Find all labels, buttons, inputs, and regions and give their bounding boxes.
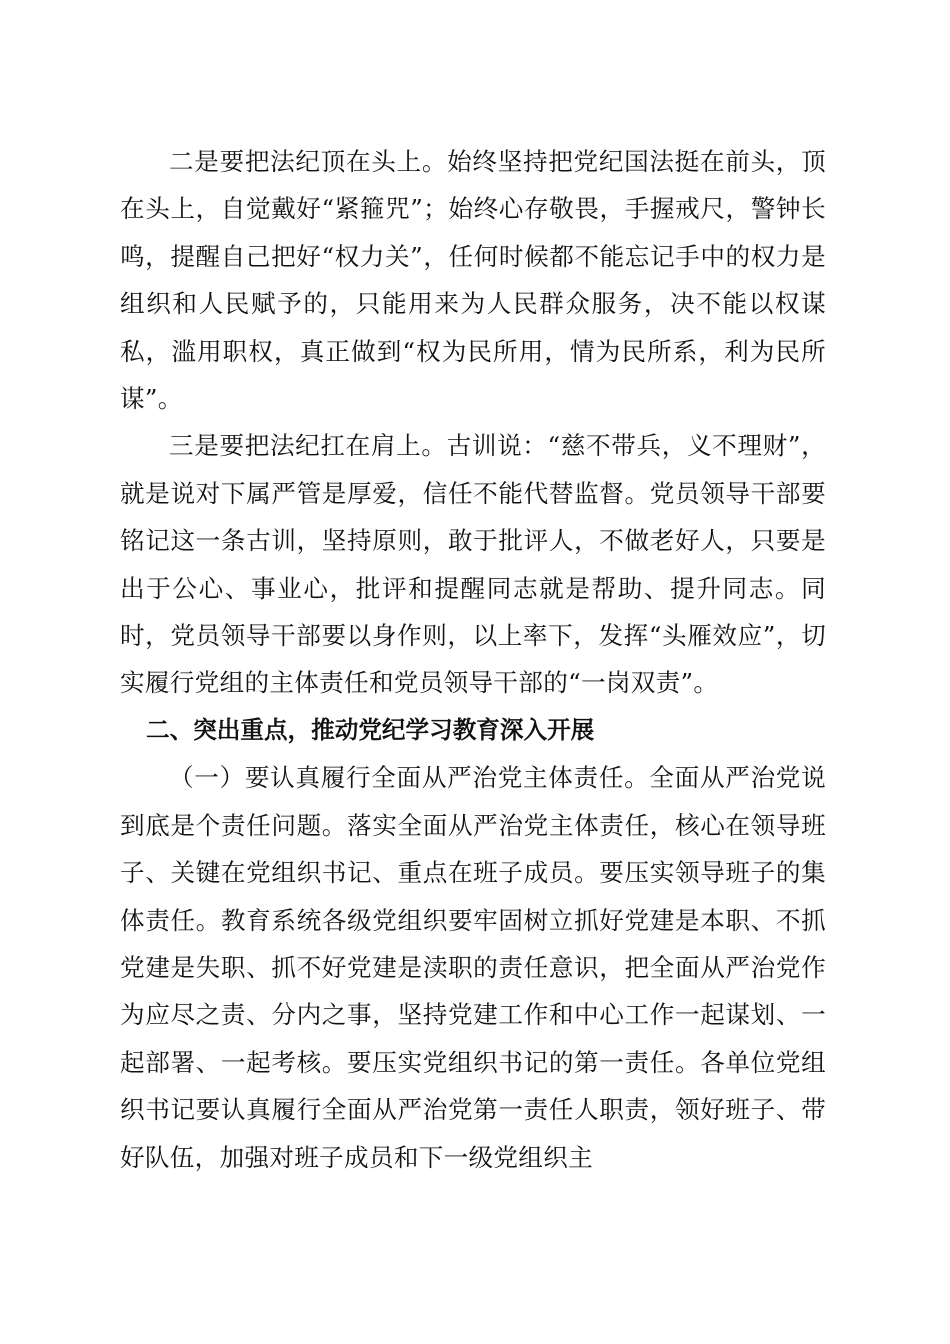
section-heading-two: 二、突出重点，推动党纪学习教育深入开展 [146,715,595,744]
document-body [120,138,826,1181]
paragraph-main-responsibility: （一）要认真履行全面从严治党主体责任。全面从严治党说到底是个责任问题。落实全面从严治党主体责任，核心在领导班子、关键在党组织书记、重点在班子成员。要压实领导班子的集体责任。教育系统各级党组织要牢固树立抓好党建是本职、不抓党建是失职、抓不好党建是渎职的责任意识，把全面从严治党作为应尽之责、分内之事，坚持党建工作和中心工作一起谋划、一起部署、一起考核。要压实党组织书记的第一责任。各单位党组织书记要认真履行全面从严治党第一责任人职责，领好班子、带好队伍，加强对班子成员和下一级党组织主 [120,763,826,1172]
paragraph-legal-discipline-shoulder: 三是要把法纪扛在肩上。古训说：“慈不带兵，义不理财”，就是说对下属严管是厚爱，信任不能代替监督。党员领导干部要铭记这一条古训，坚持原则，敢于批评人，不做老好人，只要是出于公心、事业心，批评和提醒同志就是帮助、提升同志。同时，党员领导干部要以身作则，以上率下，发挥“头雁效应”，切实履行党组的主体责任和党员领导干部的“一岗双责”。 [120,431,826,698]
paragraph-legal-discipline-overhead: 二是要把法纪顶在头上。始终坚持把党纪国法挺在前头，顶在头上，自觉戴好“紧箍咒”；始终心存敬畏，手握戒尺，警钟长鸣，提醒自己把好“权力关”，任何时候都不能忘记手中的权力是组织和人民赋予的，只能用来为人民群众服务，决不能以权谋私，滥用职权，真正做到“权为民所用，情为民所系，利为民所谋”。 [120,147,826,414]
